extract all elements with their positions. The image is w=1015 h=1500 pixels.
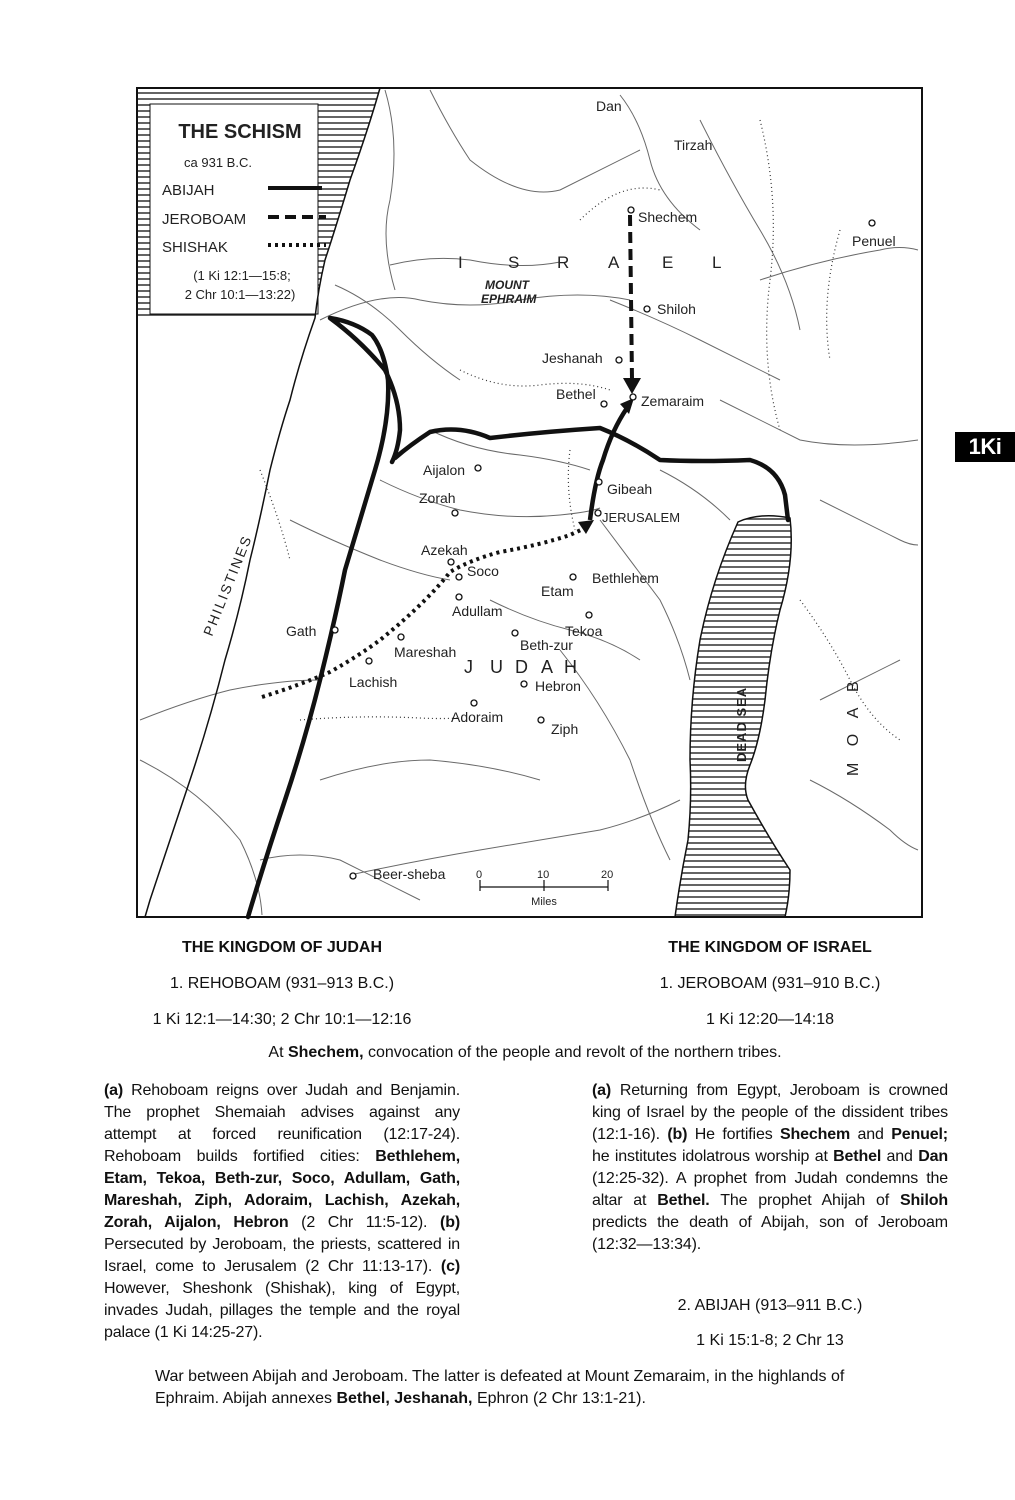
book-tab-1ki: 1Ki <box>955 432 1015 462</box>
israel-text-run-5: and <box>850 1126 892 1143</box>
judah-text-run-7: However, Sheshonk (Shishak), king of Egypt, invades Judah, pillages the temple and the royal palace (1 Ki 14:25-27). <box>104 1280 460 1341</box>
place-bethlehem: Bethlehem <box>592 570 659 586</box>
legend-ref-1: (1 Ki 12:1—15:8; <box>193 268 291 283</box>
place-hebron: Hebron <box>535 678 581 694</box>
legend-abijah: ABIJAH <box>162 182 215 199</box>
place-adullam: Adullam <box>452 603 503 619</box>
place-markers <box>332 207 875 879</box>
israel-text-run-15: predicts the death of Abijah, son of Jeroboam (12:32—13:34). <box>592 1214 948 1253</box>
israel-paragraph <box>592 1080 948 1256</box>
legend-jeroboam: JEROBOAM <box>162 211 247 228</box>
israel-text-run-3: He fortifies <box>687 1126 781 1143</box>
scale-tick-0: 0 <box>476 869 483 881</box>
israel-text-run-2: (b) <box>667 1126 688 1143</box>
map-title: THE SCHISM <box>178 121 302 143</box>
svg-text:U: U <box>490 657 505 677</box>
place-shechem: Shechem <box>638 209 698 225</box>
place-beer-sheba: Beer-sheba <box>373 866 446 882</box>
place-bethel: Bethel <box>556 386 596 402</box>
judah-heading: THE KINGDOM OF JUDAH <box>182 939 382 956</box>
svg-text:J: J <box>464 657 475 677</box>
israel-text-run-12: Bethel. <box>657 1192 710 1209</box>
israel-text-run-8: Bethel <box>833 1148 882 1165</box>
israel-king-jeroboam: 1. JEROBOAM (931–910 B.C.) <box>659 975 881 992</box>
place-zorah: Zorah <box>419 490 456 506</box>
israel-text-run-6: Penuel; <box>891 1126 948 1143</box>
judah-text-run-3: (2 Chr 11:5-12). <box>288 1214 441 1231</box>
place-ziph: Ziph <box>551 721 579 737</box>
shechem-line: At Shechem, convocation of the people and revolt of the northern tribes. <box>268 1044 782 1061</box>
svg-text:S: S <box>508 253 520 272</box>
war-line-2-run-2: Ephron (2 Chr 13:1-21). <box>472 1390 646 1407</box>
dead-sea-label: DEAD SEA <box>734 686 749 762</box>
war-line-2-run-0: Ephraim. Abijah annexes <box>155 1390 337 1407</box>
judah-text-run-2: Bethlehem, Etam, Tekoa, Beth-zur, Soco, Adullam, Gath, Mareshah, Ziph, Adoraim, Lachish, Azekah, Zorah, Aijalon, Hebron <box>104 1148 460 1231</box>
israel-text-run-0: (a) <box>592 1082 612 1099</box>
place-beth-zur: Beth-zur <box>520 637 573 653</box>
place-jeshanah: Jeshanah <box>542 350 603 366</box>
israel-label <box>458 253 721 272</box>
svg-text:E: E <box>662 253 674 272</box>
place-mareshah: Mareshah <box>394 644 457 660</box>
place-soco: Soco <box>467 563 499 579</box>
legend-ref-2: 2 Chr 10:1—13:22) <box>184 287 296 302</box>
israel-king-abijah: 2. ABIJAH (913–911 B.C.) <box>677 1297 863 1314</box>
israel-text-run-7: he institutes idolatrous worship at <box>592 1148 834 1165</box>
scale-tick-20: 20 <box>601 869 614 881</box>
place-zemaraim: Zemaraim <box>641 393 705 409</box>
israel-text-run-10: Dan <box>918 1148 948 1165</box>
mount-ephraim-label-2: EPHRAIM <box>481 292 537 306</box>
svg-text:R: R <box>557 253 570 272</box>
judah-paragraph <box>104 1080 460 1344</box>
judah-text-run-5: Persecuted by Jeroboam, the priests, scattered in Israel, come to Jerusalem (2 Chr 11:13-17). <box>104 1236 460 1275</box>
place-aijalon: Aijalon <box>423 462 466 478</box>
judah-king-rehoboam: 1. REHOBOAM (931–913 B.C.) <box>169 975 395 992</box>
place-dan: Dan <box>596 98 622 114</box>
place-gibeah: Gibeah <box>607 481 653 497</box>
mount-ephraim-label-1: MOUNT <box>485 278 529 292</box>
judah-refs: 1 Ki 12:1—14:30; 2 Chr 10:1—12:16 <box>152 1011 412 1028</box>
judah-text-run-0: (a) <box>104 1082 124 1099</box>
abijah-refs: 1 Ki 15:1-8; 2 Chr 13 <box>696 1332 844 1349</box>
place-penuel: Penuel <box>852 233 896 249</box>
scale-bar <box>476 869 613 908</box>
map-date: ca 931 B.C. <box>184 155 252 170</box>
philistines-label: PHILISTINES <box>199 532 256 639</box>
place-jerusalem: JERUSALEM <box>602 510 681 525</box>
svg-text:D: D <box>515 657 530 677</box>
israel-text-run-1: Returning from Egypt, Jeroboam is crowned king of Israel by the people of the dissident tribes (12:1-16). <box>592 1082 948 1143</box>
moab-label: M O A B <box>845 675 862 776</box>
place-shiloh: Shiloh <box>657 301 696 317</box>
svg-text:A: A <box>608 253 620 272</box>
war-line-1: War between Abijah and Jeroboam. The latter is defeated at Mount Zemaraim, in the highlands of <box>155 1368 845 1385</box>
war-line-2 <box>155 1388 646 1410</box>
israel-refs: 1 Ki 12:20—14:18 <box>705 1011 835 1028</box>
place-azekah: Azekah <box>421 542 468 558</box>
israel-heading: THE KINGDOM OF ISRAEL <box>668 939 872 956</box>
svg-text:H: H <box>564 657 579 677</box>
place-lachish: Lachish <box>349 674 398 690</box>
scale-unit: Miles <box>531 896 557 908</box>
israel-text-run-13: The prophet Ahijah of <box>709 1192 901 1209</box>
israel-text-run-14: Shiloh <box>900 1192 948 1209</box>
war-line-2-run-1: Bethel, Jeshanah, <box>336 1390 473 1407</box>
israel-text-run-11: (12:25-32). A prophet from Judah condemns the altar at <box>592 1170 948 1209</box>
israel-text-run-4: Shechem <box>780 1126 851 1143</box>
judah-text-run-1: Rehoboam reigns over Judah and Benjamin. The prophet Shemaiah advises against any attempt at forced reunification (12:17-24). Rehoboam builds fortified cities: <box>104 1082 460 1165</box>
place-tekoa: Tekoa <box>565 623 603 639</box>
svg-text:I: I <box>458 253 463 272</box>
legend-shishak: SHISHAK <box>162 239 228 256</box>
judah-text-run-4: (b) <box>440 1214 460 1231</box>
svg-text:A: A <box>541 657 556 677</box>
svg-text:L: L <box>712 253 722 272</box>
place-etam: Etam <box>541 583 574 599</box>
route-jeroboam <box>630 215 632 380</box>
place-gath: Gath <box>286 623 317 639</box>
judah-label <box>464 657 579 677</box>
place-adoraim: Adoraim <box>451 709 504 725</box>
scale-tick-10: 10 <box>537 869 550 881</box>
place-tirzah: Tirzah <box>674 137 713 153</box>
judah-text-run-6: (c) <box>440 1258 460 1275</box>
israel-text-run-9: and <box>881 1148 919 1165</box>
